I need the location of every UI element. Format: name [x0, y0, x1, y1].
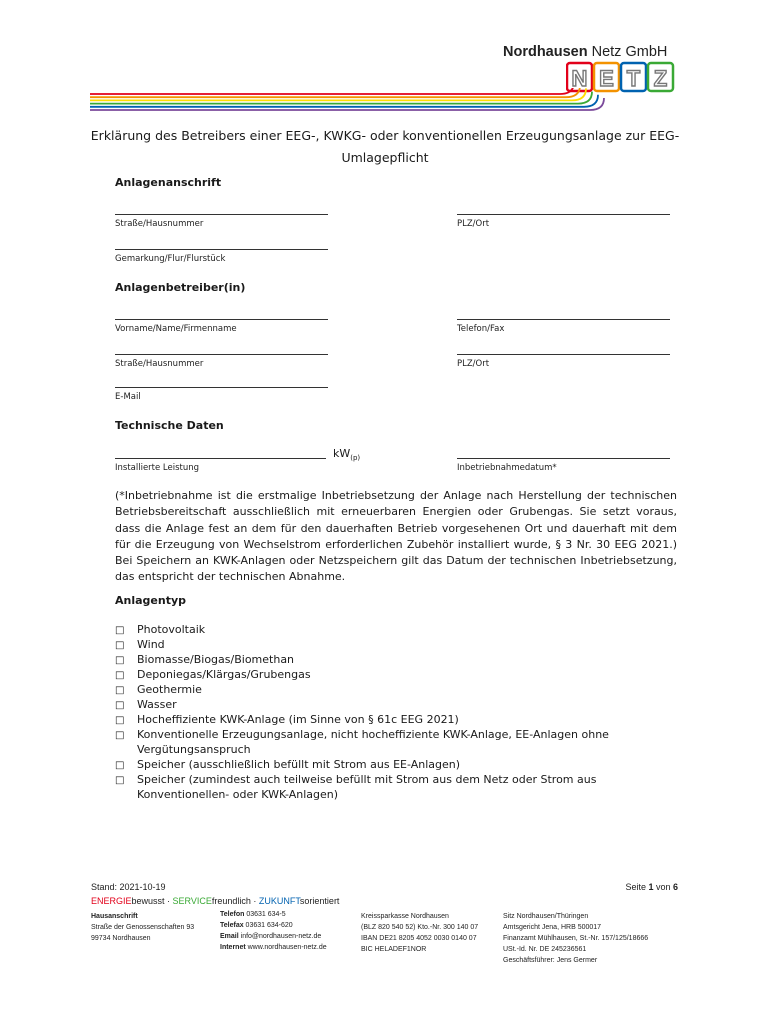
email-field-line[interactable] — [115, 387, 328, 388]
bank-bic: BIC HELADEF1NOR — [361, 946, 427, 953]
bank-iban: IBAN DE21 8205 4052 0030 0140 07 — [361, 935, 477, 942]
checkbox-icon[interactable]: □ — [115, 700, 125, 711]
street-label: Straße/Hausnummer — [115, 219, 204, 229]
anlagentyp-option[interactable] — [115, 637, 685, 652]
power-unit — [333, 447, 360, 462]
anlagentyp-option[interactable] — [115, 682, 685, 697]
checkbox-icon[interactable]: □ — [115, 640, 125, 651]
slogan-zukunft: ZUKUNFT — [258, 896, 300, 906]
legal-vat: USt.-Id. Nr. DE 245236561 — [503, 946, 587, 953]
footer-contact — [220, 909, 327, 953]
slogan-service: SERVICE — [172, 896, 212, 906]
power-unit-sub: (p) — [350, 454, 361, 463]
plz-field-line[interactable] — [457, 214, 670, 215]
option-label: Photovoltaik — [137, 623, 206, 636]
power-unit-main: kW — [333, 447, 351, 460]
option-label: Biomasse/Biogas/Biomethan — [137, 653, 295, 666]
power-label: Installierte Leistung — [115, 463, 200, 473]
slogan-freundlich: freundlich · — [211, 896, 259, 906]
date-label: Inbetriebnahmedatum* — [457, 463, 557, 473]
address-city: 99734 Nordhausen — [91, 935, 151, 942]
logo-letter-t: T — [626, 66, 641, 91]
logo-letter-n: N — [571, 66, 588, 91]
gemarkung-field-line[interactable] — [115, 249, 328, 250]
checkbox-icon[interactable]: □ — [115, 655, 125, 666]
bank-account: (BLZ 820 540 52) Kto.-Nr. 300 140 07 — [361, 924, 479, 931]
checkbox-icon[interactable]: □ — [115, 775, 125, 786]
company-name-suffix: Netz GmbH — [587, 44, 668, 60]
operator-street-label: Straße/Hausnummer — [115, 359, 204, 369]
stripe-line — [90, 88, 580, 97]
slogan-energie: ENERGIE — [91, 896, 132, 906]
option-label: Deponiegas/Klärgas/Grubengas — [137, 668, 311, 681]
option-label: Speicher (zumindest auch teilweise befüllt mit Strom aus dem Netz oder Strom aus Konventionellen- oder KWK-Anlagen) — [137, 773, 597, 801]
footer-address — [91, 911, 194, 944]
checkbox-icon[interactable]: □ — [115, 730, 125, 741]
anlagentyp-list — [115, 622, 685, 802]
section-heading-technisch: Technische Daten — [115, 419, 224, 432]
anlagentyp-option[interactable] — [115, 622, 685, 637]
checkbox-icon[interactable]: □ — [115, 685, 125, 696]
legal-manager: Geschäftsführer: Jens Germer — [503, 957, 598, 964]
option-label: Speicher (ausschließlich befüllt mit Strom aus EE-Anlagen) — [137, 758, 461, 771]
contact-fax: Telefax 03631 634-620 — [220, 922, 293, 929]
section-heading-anlagenanschrift: Anlagenanschrift — [115, 176, 222, 189]
footer-bank — [361, 911, 478, 955]
gemarkung-label: Gemarkung/Flur/Flurstück — [115, 254, 226, 264]
bank-name: Kreissparkasse Nordhausen — [361, 913, 449, 920]
anlagentyp-option[interactable] — [115, 727, 685, 757]
legal-tax: Finanzamt Mühlhausen, St.-Nr. 157/125/18666 — [503, 935, 649, 942]
name-field-line[interactable] — [115, 319, 328, 320]
anlagentyp-option[interactable] — [115, 652, 685, 667]
anlagentyp-option[interactable] — [115, 712, 685, 727]
checkbox-icon[interactable]: □ — [115, 715, 125, 726]
option-label: Wasser — [137, 698, 177, 711]
company-name — [503, 44, 667, 60]
slogan-bewusst: bewusst · — [131, 896, 173, 906]
operator-plz-label: PLZ/Ort — [457, 359, 490, 369]
inbetriebnahme-footnote: (*Inbetriebnahme ist die erstmalige Inbetriebsetzung der Anlage nach Herstellung der technischen Betriebsbereitschaft ausschließlich mit erneuerbaren Energien oder Grubengas. Sie setzt voraus, dass die Anlage fest an dem für den dauerhaften Betrieb vorgesehenen Ort und dauerhaft mit dem für die Erzeugung von Wechselstrom erforderlichen Zubehör installiert wurde, § 3 Nr. 30 EEG 2021.) Bei Speichern an KWK-Anlagen oder Netzspeichern gilt das Datum der technischen Inbetriebsetzung, das entspricht der technischen Abnahme. — [115, 489, 677, 584]
contact-email: Email info@nordhausen-netz.de — [220, 933, 322, 940]
stripe-line — [90, 88, 574, 94]
checkbox-icon[interactable]: □ — [115, 760, 125, 771]
section-heading-anlagentyp: Anlagentyp — [115, 594, 187, 607]
phone-label: Telefon/Fax — [457, 324, 505, 334]
operator-street-field-line[interactable] — [115, 354, 328, 355]
page-prefix: Seite — [625, 882, 649, 892]
address-street: Straße der Genossenschaften 93 — [91, 924, 195, 931]
option-label: Konventionelle Erzeugungsanlage, nicht hocheffiziente KWK-Anlage, EE-Anlagen ohne Vergütungsanspruch — [137, 728, 609, 756]
title-line-2: Umlagepflicht — [341, 150, 429, 165]
document-title — [80, 125, 690, 169]
title-line-1: Erklärung des Betreibers einer EEG-, KWKG- oder konventionellen Erzeugungsanlage zur EEG- — [90, 128, 680, 143]
anlagentyp-option[interactable] — [115, 772, 685, 802]
checkbox-icon[interactable]: □ — [115, 670, 125, 681]
anlagentyp-option[interactable] — [115, 697, 685, 712]
page-total: 6 — [672, 882, 678, 892]
phone-field-line[interactable] — [457, 319, 670, 320]
color-stripes — [90, 88, 682, 112]
option-label: Geothermie — [137, 683, 202, 696]
power-field-line[interactable] — [115, 458, 326, 459]
name-label: Vorname/Name/Firmenname — [115, 324, 237, 334]
footer-legal — [503, 911, 648, 966]
contact-phone: Telefon 03631 634-5 — [220, 911, 286, 918]
page-indicator — [625, 882, 678, 892]
contact-web: Internet www.nordhausen-netz.de — [220, 944, 327, 951]
email-label: E-Mail — [115, 392, 141, 402]
operator-plz-field-line[interactable] — [457, 354, 670, 355]
logo-letter-e: E — [599, 66, 614, 91]
company-slogan — [91, 896, 339, 906]
stand-date: Stand: 2021-10-19 — [91, 882, 166, 892]
option-label: Hocheffiziente KWK-Anlage (im Sinne von § 61c EEG 2021) — [137, 713, 459, 726]
page-mid: von — [653, 882, 673, 892]
legal-seat: Sitz Nordhausen/Thüringen — [503, 913, 589, 920]
legal-court: Amtsgericht Jena, HRB 500017 — [503, 924, 602, 931]
street-field-line[interactable] — [115, 214, 328, 215]
anlagentyp-option[interactable] — [115, 757, 685, 772]
address-title: Hausanschrift — [91, 913, 138, 920]
slogan-orientiert: sorientiert — [299, 896, 340, 906]
company-name-bold: Nordhausen — [503, 44, 588, 60]
logo-letter-z: Z — [653, 66, 668, 91]
checkbox-icon[interactable]: □ — [115, 625, 125, 636]
section-heading-betreiber: Anlagenbetreiber(in) — [115, 281, 246, 294]
plz-label: PLZ/Ort — [457, 219, 490, 229]
anlagentyp-option[interactable] — [115, 667, 685, 682]
date-field-line[interactable] — [457, 458, 670, 459]
page-number: 1 — [648, 882, 654, 892]
option-label: Wind — [137, 638, 165, 651]
